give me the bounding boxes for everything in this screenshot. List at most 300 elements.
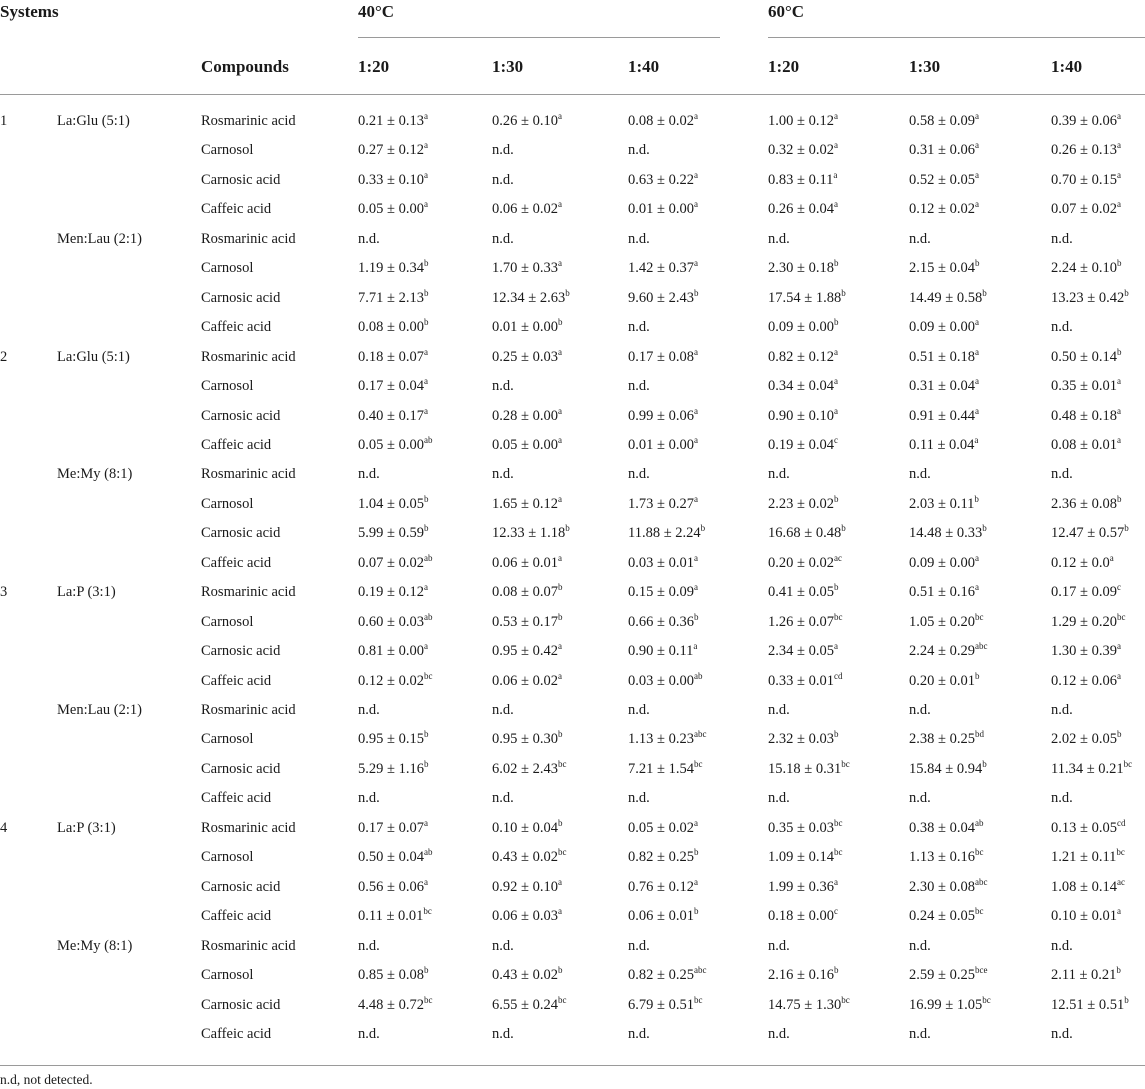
value-text: 1.04 ± 0.05 [358, 496, 424, 512]
value-text: 0.06 ± 0.01 [628, 908, 694, 924]
value-cell [1051, 349, 1121, 366]
value-text: 0.83 ± 0.11 [768, 172, 834, 188]
compound-name: Carnosic acid [201, 997, 281, 1013]
value-text: 0.05 ± 0.00 [358, 201, 424, 217]
significance-letter: b [982, 523, 987, 534]
value-text: 1.42 ± 0.37 [628, 260, 694, 276]
value-cell [358, 673, 432, 690]
value-cell [492, 938, 514, 955]
value-cell [492, 231, 514, 248]
significance-letter: a [974, 435, 979, 446]
significance-letter: bc [423, 906, 432, 917]
significance-letter: a [833, 111, 838, 122]
value-cell [358, 231, 380, 248]
value-cell [358, 879, 428, 896]
value-text: 0.35 ± 0.03 [768, 820, 834, 836]
significance-letter: ab [423, 847, 433, 858]
value-cell [628, 496, 698, 513]
value-cell [358, 849, 432, 866]
value-text: 0.12 ± 0.06 [1051, 673, 1117, 689]
value-text: n.d. [768, 466, 790, 482]
value-text: 2.03 ± 0.11 [909, 496, 975, 512]
significance-letter: c [833, 906, 838, 917]
value-text: 0.20 ± 0.02 [768, 555, 834, 571]
value-text: n.d. [1051, 466, 1073, 482]
value-text: 6.02 ± 2.43 [492, 761, 558, 777]
value-text: 1.19 ± 0.34 [358, 260, 424, 276]
value-text: 5.99 ± 0.59 [358, 525, 424, 541]
value-cell [909, 437, 978, 454]
value-text: n.d. [492, 172, 514, 188]
value-text: n.d. [909, 466, 931, 482]
value-cell [628, 938, 650, 955]
value-cell [492, 349, 562, 366]
value-text: 0.12 ± 0.02 [358, 673, 424, 689]
compound-name: Carnosol [201, 142, 254, 158]
value-text: 0.92 ± 0.10 [492, 879, 558, 895]
significance-letter: abc [974, 641, 988, 652]
value-cell [768, 437, 838, 454]
system-number: 2 [0, 349, 8, 365]
value-cell [628, 614, 698, 631]
value-text: 0.50 ± 0.14 [1051, 349, 1117, 365]
value-cell [628, 349, 698, 366]
compound-name: Rosmarinic acid [201, 349, 296, 365]
significance-letter: a [974, 553, 979, 564]
significance-letter: bc [557, 759, 567, 770]
value-cell [1051, 997, 1129, 1014]
value-text: 6.79 ± 0.51 [628, 997, 694, 1013]
significance-letter: a [974, 582, 979, 593]
solvent-label: Men:Lau (2:1) [57, 702, 142, 718]
value-text: n.d. [628, 231, 650, 247]
value-text: 0.70 ± 0.15 [1051, 172, 1117, 188]
value-text: 1.26 ± 0.07 [768, 614, 834, 630]
value-text: n.d. [909, 702, 931, 718]
compound-name: Carnosic acid [201, 525, 281, 541]
value-text: 0.17 ± 0.04 [358, 378, 424, 394]
value-cell [909, 849, 983, 866]
value-text: 0.41 ± 0.05 [768, 584, 834, 600]
significance-letter: a [1116, 376, 1121, 387]
significance-letter: b [1116, 494, 1122, 505]
significance-letter: a [974, 140, 979, 151]
significance-letter: a [693, 877, 698, 888]
significance-letter: c [1116, 582, 1121, 593]
significance-letter: a [423, 347, 428, 358]
compound-name: Carnosic acid [201, 408, 281, 424]
value-cell [768, 290, 846, 307]
value-cell [909, 349, 979, 366]
value-cell [492, 820, 562, 837]
value-cell [358, 290, 428, 307]
value-cell [358, 967, 428, 984]
value-text: 1.70 ± 0.33 [492, 260, 558, 276]
significance-letter: a [1116, 111, 1121, 122]
value-text: n.d. [492, 231, 514, 247]
compound-name: Carnosic acid [201, 879, 281, 895]
solvent-label: Me:My (8:1) [57, 466, 133, 482]
value-text: 0.26 ± 0.13 [1051, 142, 1117, 158]
value-text: 0.01 ± 0.00 [628, 437, 694, 453]
value-text: 0.07 ± 0.02 [1051, 201, 1117, 217]
value-cell [909, 290, 987, 307]
value-text: 0.17 ± 0.08 [628, 349, 694, 365]
ratio-header-40-3: 1:40 [628, 57, 660, 76]
value-cell [358, 584, 428, 601]
significance-letter: bc [841, 759, 850, 770]
value-text: 0.11 ± 0.01 [358, 908, 424, 924]
value-text: 0.91 ± 0.44 [909, 408, 975, 424]
value-text: 0.31 ± 0.06 [909, 142, 975, 158]
value-text: 0.19 ± 0.04 [768, 437, 834, 453]
value-cell [768, 584, 838, 601]
value-cell [909, 820, 983, 837]
value-cell [628, 879, 698, 896]
significance-letter: a [557, 877, 562, 888]
value-text: 1.29 ± 0.20 [1051, 614, 1117, 630]
significance-letter: a [974, 170, 979, 181]
significance-letter: a [557, 406, 562, 417]
value-cell [492, 437, 562, 454]
significance-letter: bc [693, 759, 703, 770]
significance-letter: a [974, 406, 979, 417]
significance-letter: abc [974, 877, 988, 888]
value-cell [768, 525, 846, 542]
significance-letter: a [423, 199, 428, 210]
value-text: 0.12 ± 0.02 [909, 201, 975, 217]
value-text: 2.23 ± 0.02 [768, 496, 834, 512]
temp-40-header: 40°C [358, 2, 395, 21]
significance-letter: a [693, 494, 698, 505]
value-text: 5.29 ± 1.16 [358, 761, 424, 777]
significance-letter: a [693, 258, 698, 269]
significance-letter: b [693, 288, 699, 299]
value-cell [768, 673, 842, 690]
value-text: n.d. [768, 790, 790, 806]
value-cell [768, 496, 838, 513]
value-cell [492, 643, 562, 660]
significance-letter: b [974, 494, 979, 505]
value-text: 0.51 ± 0.18 [909, 349, 975, 365]
significance-letter: a [423, 111, 428, 122]
significance-letter: b [974, 671, 980, 682]
value-text: 16.99 ± 1.05 [909, 997, 983, 1013]
value-cell [768, 1026, 790, 1043]
significance-letter: a [423, 170, 428, 181]
value-cell [492, 702, 514, 719]
value-text: n.d. [492, 378, 514, 394]
value-text: 11.34 ± 0.21 [1051, 761, 1124, 777]
value-cell [909, 702, 931, 719]
value-cell [1051, 231, 1073, 248]
significance-letter: cd [833, 671, 843, 682]
ratio-header-40-2: 1:30 [492, 57, 524, 76]
value-text: n.d. [909, 790, 931, 806]
value-cell [492, 879, 562, 896]
value-text: 0.05 ± 0.00 [358, 437, 424, 453]
value-cell [492, 761, 566, 778]
value-text: 15.84 ± 0.94 [909, 761, 983, 777]
value-text: n.d. [492, 702, 514, 718]
value-cell [768, 702, 790, 719]
compound-name: Carnosic acid [201, 290, 281, 306]
value-text: 12.34 ± 2.63 [492, 290, 566, 306]
value-cell [909, 673, 979, 690]
value-cell [628, 260, 698, 277]
value-text: 0.66 ± 0.36 [628, 614, 694, 630]
solvent-label: La:P (3:1) [57, 820, 116, 836]
value-text: 1.13 ± 0.16 [909, 849, 975, 865]
significance-letter: b [557, 818, 563, 829]
compound-name: Caffeic acid [201, 790, 272, 806]
significance-letter: b [833, 258, 839, 269]
temp-40-rule [358, 37, 720, 38]
value-cell [768, 997, 850, 1014]
value-text: n.d. [358, 702, 380, 718]
significance-letter: b [557, 582, 563, 593]
value-text: 9.60 ± 2.43 [628, 290, 694, 306]
value-text: 0.34 ± 0.04 [768, 378, 834, 394]
significance-letter: a [974, 317, 979, 328]
significance-letter: a [974, 347, 979, 358]
value-cell [492, 584, 562, 601]
value-cell [628, 290, 698, 307]
value-cell [909, 643, 987, 660]
compound-name: Rosmarinic acid [201, 231, 296, 247]
value-text: 0.09 ± 0.00 [909, 555, 975, 571]
significance-letter: a [1116, 170, 1121, 181]
compound-name: Caffeic acid [201, 1026, 272, 1042]
value-cell [628, 231, 650, 248]
value-cell [768, 113, 838, 130]
value-text: 0.26 ± 0.04 [768, 201, 834, 217]
value-cell [909, 614, 983, 631]
significance-letter: b [833, 582, 839, 593]
value-text: n.d. [358, 790, 380, 806]
value-text: n.d. [1051, 790, 1073, 806]
compound-name: Caffeic acid [201, 555, 272, 571]
significance-letter: bc [423, 995, 433, 1006]
value-text: 0.43 ± 0.02 [492, 849, 558, 865]
value-cell [1051, 879, 1125, 896]
value-text: 16.68 ± 0.48 [768, 525, 842, 541]
significance-letter: bd [974, 729, 984, 740]
significance-letter: a [1116, 140, 1121, 151]
value-text: 0.82 ± 0.25 [628, 849, 694, 865]
value-cell [909, 319, 979, 336]
value-cell [628, 584, 698, 601]
value-cell [1051, 908, 1121, 925]
value-cell [628, 142, 650, 159]
value-cell [628, 643, 697, 660]
value-text: n.d. [1051, 1026, 1073, 1042]
significance-letter: a [833, 376, 838, 387]
value-text: 0.10 ± 0.01 [1051, 908, 1117, 924]
value-text: 2.24 ± 0.10 [1051, 260, 1117, 276]
significance-letter: a [557, 641, 562, 652]
significance-letter: a [423, 641, 428, 652]
value-text: 0.63 ± 0.22 [628, 172, 694, 188]
value-text: n.d. [909, 938, 931, 954]
value-text: 0.95 ± 0.15 [358, 731, 424, 747]
significance-letter: bc [974, 847, 984, 858]
compound-name: Rosmarinic acid [201, 466, 296, 482]
value-cell [909, 378, 979, 395]
value-text: 14.49 ± 0.58 [909, 290, 983, 306]
significance-letter: b [974, 258, 980, 269]
compound-name: Carnosol [201, 260, 254, 276]
value-text: 0.48 ± 0.18 [1051, 408, 1117, 424]
significance-letter: b [423, 258, 429, 269]
compound-name: Caffeic acid [201, 319, 272, 335]
significance-letter: a [974, 199, 979, 210]
systems-header: Systems [0, 2, 59, 21]
value-cell [768, 201, 838, 218]
value-cell [909, 584, 979, 601]
value-cell [1051, 466, 1073, 483]
value-text: 0.85 ± 0.08 [358, 967, 424, 983]
value-cell [909, 231, 931, 248]
significance-letter: b [557, 612, 563, 623]
value-text: 7.21 ± 1.54 [628, 761, 694, 777]
value-cell [909, 555, 979, 572]
value-cell [768, 761, 850, 778]
significance-letter: a [833, 406, 838, 417]
value-cell [628, 702, 650, 719]
significance-letter: bc [557, 847, 567, 858]
significance-letter: a [557, 553, 562, 564]
significance-letter: b [1124, 523, 1129, 534]
value-text: 0.95 ± 0.30 [492, 731, 558, 747]
value-cell [358, 731, 428, 748]
value-cell [628, 820, 698, 837]
value-cell [909, 1026, 931, 1043]
significance-letter: a [557, 906, 562, 917]
significance-letter: b [833, 965, 839, 976]
significance-letter: b [423, 494, 429, 505]
value-cell [628, 555, 698, 572]
value-text: 0.81 ± 0.00 [358, 643, 424, 659]
value-cell [768, 967, 838, 984]
significance-letter: a [423, 140, 428, 151]
value-cell [768, 349, 838, 366]
value-cell [492, 790, 514, 807]
value-text: 2.34 ± 0.05 [768, 643, 834, 659]
value-cell [1051, 290, 1129, 307]
value-text: 1.05 ± 0.20 [909, 614, 975, 630]
significance-letter: b [557, 965, 563, 976]
value-cell [492, 997, 566, 1014]
value-cell [768, 849, 842, 866]
value-text: n.d. [492, 466, 514, 482]
significance-letter: ac [833, 553, 842, 564]
significance-letter: ab [974, 818, 984, 829]
value-cell [358, 466, 380, 483]
value-text: 1.99 ± 0.36 [768, 879, 834, 895]
value-cell [1051, 702, 1073, 719]
value-text: 0.53 ± 0.17 [492, 614, 558, 630]
value-cell [358, 319, 428, 336]
solvent-label: Me:My (8:1) [57, 938, 133, 954]
table-bottom-rule [0, 1065, 1145, 1066]
value-cell [909, 496, 979, 513]
value-cell [628, 849, 698, 866]
value-text: 0.07 ± 0.02 [358, 555, 424, 571]
value-text: 0.95 ± 0.42 [492, 643, 558, 659]
value-cell [492, 555, 562, 572]
value-text: 0.90 ± 0.10 [768, 408, 834, 424]
value-text: 14.48 ± 0.33 [909, 525, 983, 541]
significance-letter: a [833, 641, 838, 652]
significance-letter: bc [833, 847, 843, 858]
value-text: 0.28 ± 0.00 [492, 408, 558, 424]
value-cell [768, 172, 837, 189]
value-cell [1051, 378, 1121, 395]
value-cell [1051, 731, 1121, 748]
significance-letter: b [423, 729, 429, 740]
value-cell [1051, 319, 1073, 336]
value-cell [1051, 201, 1121, 218]
value-cell [768, 142, 838, 159]
value-text: 2.59 ± 0.25 [909, 967, 975, 983]
significance-letter: bc [974, 906, 984, 917]
significance-letter: b [841, 523, 846, 534]
significance-letter: abc [693, 965, 707, 976]
value-cell [492, 967, 562, 984]
solvent-label: La:P (3:1) [57, 584, 116, 600]
significance-letter: b [1116, 258, 1122, 269]
value-cell [1051, 849, 1125, 866]
value-text: n.d. [358, 231, 380, 247]
significance-letter: bc [693, 995, 703, 1006]
value-text: 12.33 ± 1.18 [492, 525, 566, 541]
value-cell [1051, 790, 1073, 807]
significance-letter: b [1116, 347, 1122, 358]
value-text: 0.11 ± 0.04 [909, 437, 975, 453]
value-cell [492, 142, 514, 159]
significance-letter: cd [1116, 818, 1126, 829]
value-text: n.d. [358, 938, 380, 954]
value-text: 0.82 ± 0.25 [628, 967, 694, 983]
value-text: 1.08 ± 0.14 [1051, 879, 1117, 895]
value-text: 0.27 ± 0.12 [358, 142, 424, 158]
compound-name: Carnosol [201, 378, 254, 394]
value-cell [358, 938, 380, 955]
value-text: 0.99 ± 0.06 [628, 408, 694, 424]
significance-letter: ab [423, 435, 433, 446]
value-cell [1051, 142, 1121, 159]
value-cell [1051, 172, 1121, 189]
value-text: 2.11 ± 0.21 [1051, 967, 1117, 983]
value-text: 0.06 ± 0.01 [492, 555, 558, 571]
system-number: 3 [0, 584, 8, 600]
value-cell [492, 496, 562, 513]
value-text: n.d. [628, 142, 650, 158]
value-text: 0.03 ± 0.00 [628, 673, 694, 689]
value-cell [492, 731, 562, 748]
value-cell [358, 790, 380, 807]
value-cell [768, 319, 838, 336]
significance-letter: a [557, 111, 562, 122]
value-text: 13.23 ± 0.42 [1051, 290, 1125, 306]
compound-name: Carnosol [201, 496, 254, 512]
value-text: n.d. [1051, 938, 1073, 954]
significance-letter: a [974, 111, 979, 122]
significance-letter: a [833, 347, 838, 358]
significance-letter: a [833, 140, 838, 151]
value-cell [909, 408, 979, 425]
